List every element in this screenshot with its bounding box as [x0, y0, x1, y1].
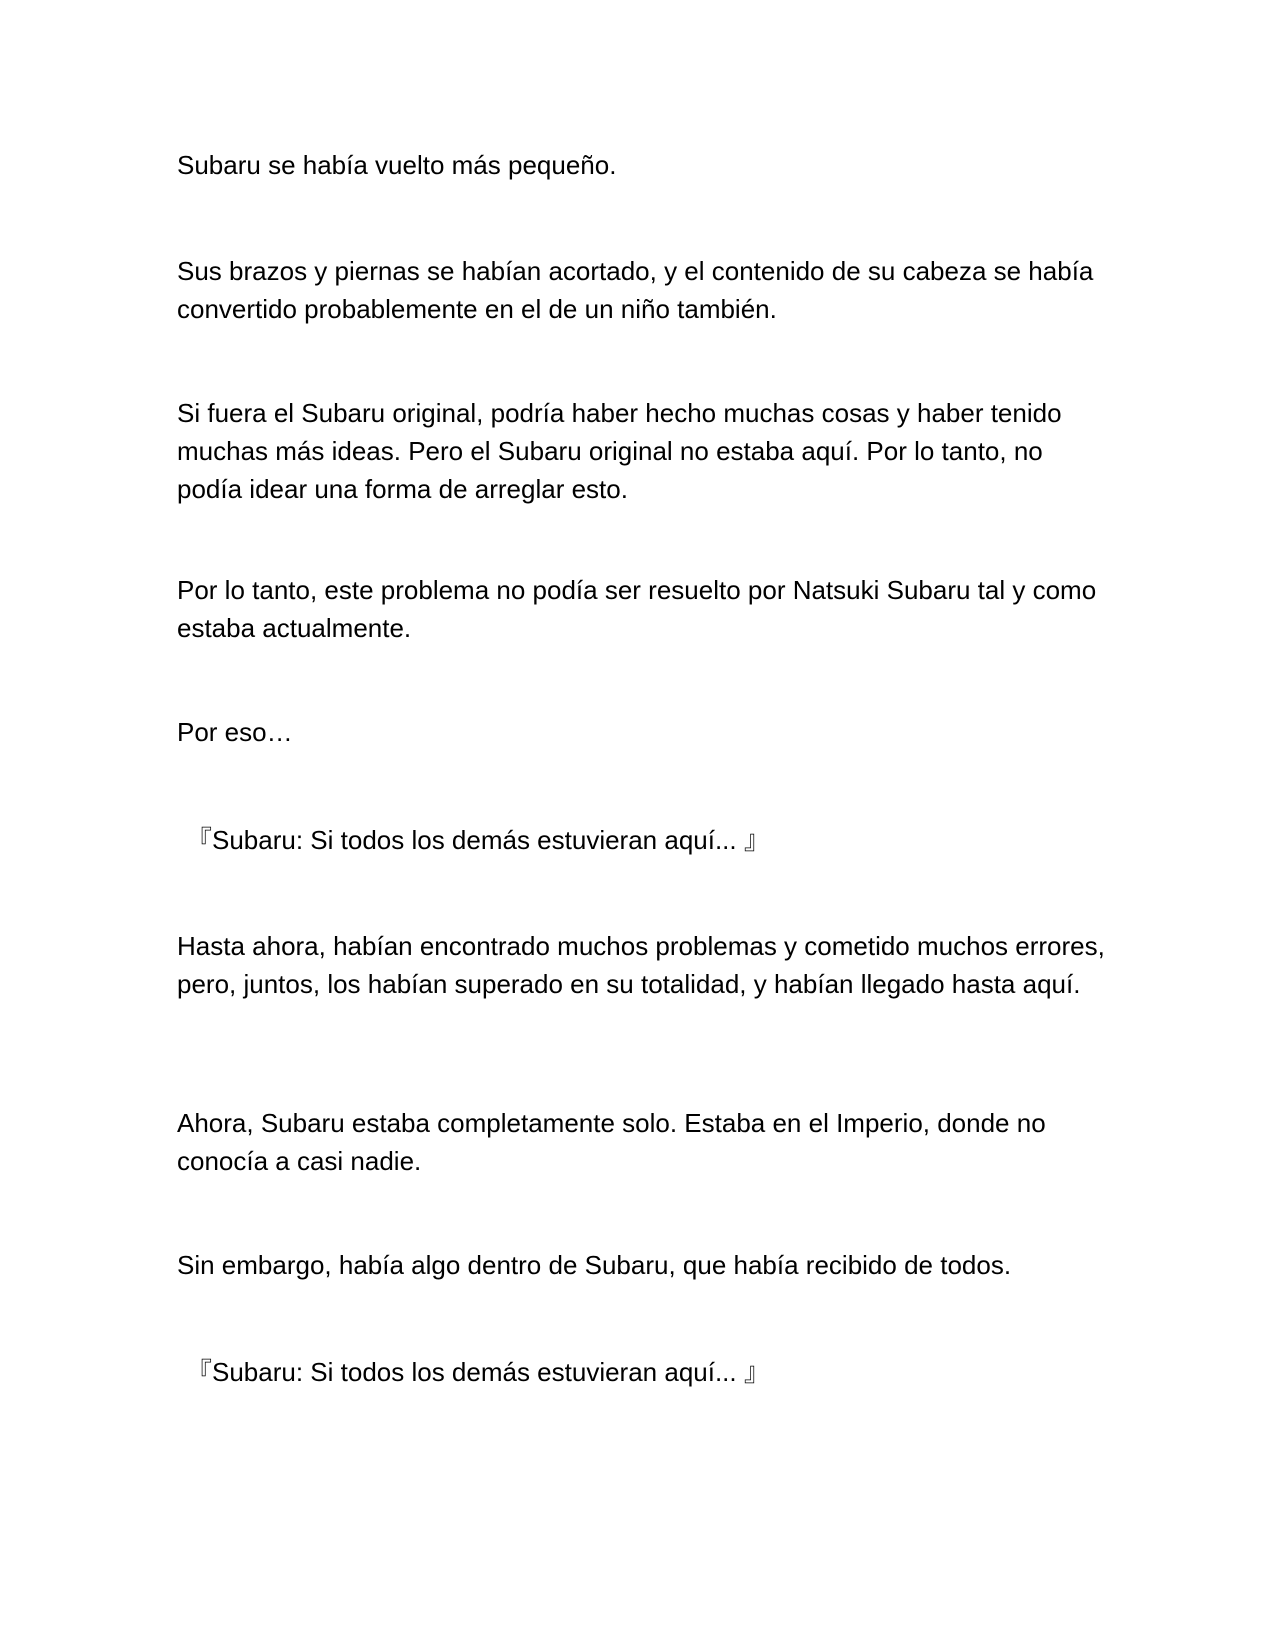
paragraph-7: Ahora, Subaru estaba completamente solo. Estaba en el Imperio, donde no conocía a casi nadie. [177, 1108, 1046, 1176]
dialogue-quote-2: 『Subaru: Si todos los demás estuvieran aquí... 』 [186, 1357, 770, 1387]
paragraph-6: Hasta ahora, habían encontrado muchos problemas y cometido muchos errores, pero, juntos, los habían superado en su totalidad, y habían llegado hasta aquí. [177, 931, 1105, 999]
dialogue-quote-1: 『Subaru: Si todos los demás estuvieran aquí... 』 [186, 825, 770, 855]
paragraph-3: Si fuera el Subaru original, podría haber hecho muchas cosas y haber tenido muchas más ideas. Pero el Subaru original no estaba aquí. Por lo tanto, no podía idear una forma de arreglar esto. [177, 398, 1062, 504]
paragraph-8: Sin embargo, había algo dentro de Subaru, que había recibido de todos. [177, 1250, 1012, 1280]
paragraph-4: Por lo tanto, este problema no podía ser resuelto por Natsuki Subaru tal y como estaba actualmente. [177, 575, 1097, 643]
paragraph-5: Por eso… [177, 717, 293, 747]
paragraph-2: Sus brazos y piernas se habían acortado, y el contenido de su cabeza se había convertido probablemente en el de un niño también. [177, 256, 1094, 324]
paragraph-1: Subaru se había vuelto más pequeño. [177, 150, 617, 180]
